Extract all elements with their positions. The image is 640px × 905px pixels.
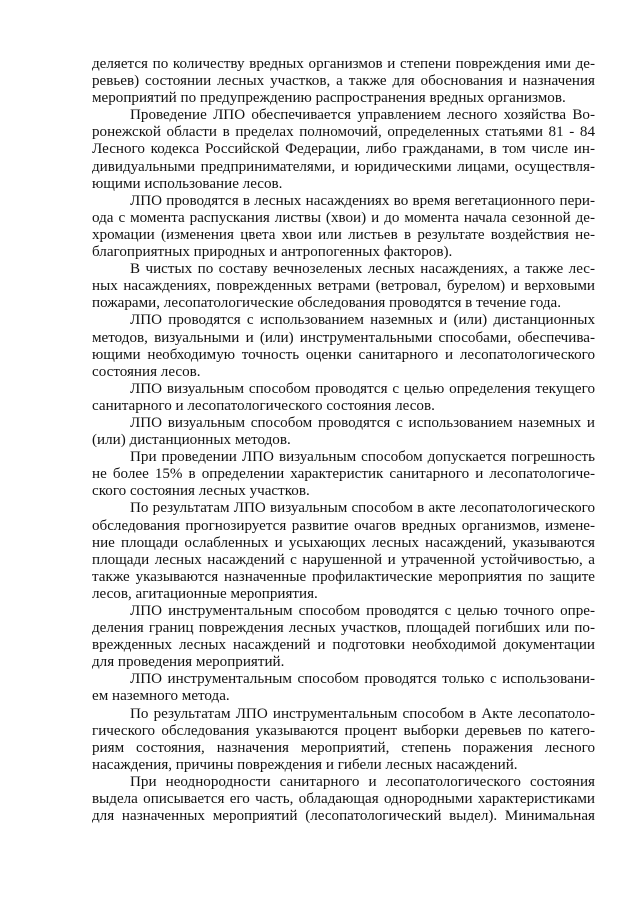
text-line: лесов, агитационные мероприятия. [92,585,318,602]
text-line: благоприятных природных и антропогенных факторов). [92,244,453,261]
paragraph [92,312,595,380]
text-line: обследования прогнозируется развитие очагов вредных организмов, измене- [92,517,595,534]
text-line: дивидуальными предпринимателями, и юридическими лицами, осуществля- [92,158,595,175]
text-line: Проведение ЛПО обеспечивается управлением лесного хозяйства Во- [130,107,595,124]
text-line: для назначенных мероприятий (лесопатологический выдел). Минимальная [92,808,595,825]
text-line: пожарами, лесопатологические обследования проводятся в течение года. [92,295,562,312]
paragraph [92,415,595,449]
text-line: врежденных лесных насаждений и подготовки необходимой документации [92,637,595,654]
text-line: для проведения мероприятий. [92,654,285,671]
text-line: ных насаждениях, поврежденных ветрами (ветровал, бурелом) и верховыми [92,278,595,295]
text-line: ЛПО инструментальным способом проводятся только с использовани- [130,671,595,688]
text-line: деляется по количеству вредных организмов и степени повреждения ими де- [92,56,595,72]
text-line: не более 15% в определении характеристик санитарного и лесопатологиче- [92,466,595,483]
text-line: гического обследования указываются процент выборки деревьев по катего- [92,722,595,739]
text-line: ода с момента распускания листвы (хвои) и до момента начала сезонной де- [92,209,595,226]
text-line: ревьев) состоянии лесных участков, а также для обоснования и назначения [92,73,595,90]
text-line: При неоднородности санитарного и лесопатологического состояния [130,773,595,790]
text-line: выдела описывается его часть, обладающая однородными характеристиками [92,791,595,808]
paragraph [92,603,595,671]
text-line: ем наземного метода. [92,688,230,705]
paragraph [92,381,595,415]
text-line: ние площади ослабленных и усыхающих лесных насаждений, указываются [92,534,595,551]
text-line: хромации (изменения цвета хвои или листьев в результате воздействия не- [92,226,595,243]
text-line: По результатам ЛПО визуальным способом в акте лесопатологического [130,500,595,517]
text-line: насаждения, причины повреждения и гибели лесных насаждений. [92,756,518,773]
text-line: ронежской области в пределах полномочий, определенных статьями 81 - 84 [92,124,595,141]
text-line: ЛПО визуальным способом проводятся с целью определения текущего [130,380,595,397]
text-line: При проведении ЛПО визуальным способом допускается погрешность [130,449,595,466]
text-line: По результатам ЛПО инструментальным способом в Акте лесопатоло- [130,705,595,722]
text-line: В чистых по составу вечнозеленых лесных насаждениях, а также лес- [130,261,595,278]
text-line: площади лесных насаждений с нарушенной и утраченной устойчивостью, а [92,551,595,568]
paragraph [92,261,595,312]
text-line: также указываются назначенные профилактические мероприятия по защите [92,568,595,585]
text-line: Лесного кодекса Российской Федерации, либо гражданами, в том числе ин- [92,141,595,158]
text-line: санитарного и лесопатологического состояния лесов. [92,397,435,414]
paragraph [92,774,595,825]
paragraph [92,706,595,774]
text-line: ЛПО инструментальным способом проводятся с целью точного опре- [130,603,595,619]
text-line: (или) дистанционных методов. [92,432,291,449]
document-body [92,56,595,825]
text-line: риям состояния, назначения мероприятий, степень поражения лесного [92,739,595,756]
text-line: ЛПО визуальным способом проводятся с использованием наземных и [130,414,595,431]
text-line: ЛПО проводятся в лесных насаждениях во время вегетационного пери- [130,192,595,209]
paragraph [92,56,595,107]
text-line: деления границ повреждения лесных участков, площадей погибших или по- [92,620,595,637]
text-line: состояния лесов. [92,363,201,380]
paragraph [92,193,595,261]
paragraph [92,500,595,603]
text-line: мероприятий по предупреждению распространения вредных организмов. [92,90,566,107]
text-line: ющими использование лесов. [92,175,283,192]
text-line: ющими необходимую точность оценки санитарного и лесопатологического [92,346,595,363]
paragraph [92,671,595,705]
text-line: ского состояния лесных участков. [92,483,310,500]
text-line: методов, визуальными и (или) инструментальными способами, обеспечива- [92,329,595,346]
paragraph [92,449,595,500]
text-line: ЛПО проводятся с использованием наземных и (или) дистанционных [130,312,595,329]
paragraph [92,107,595,192]
